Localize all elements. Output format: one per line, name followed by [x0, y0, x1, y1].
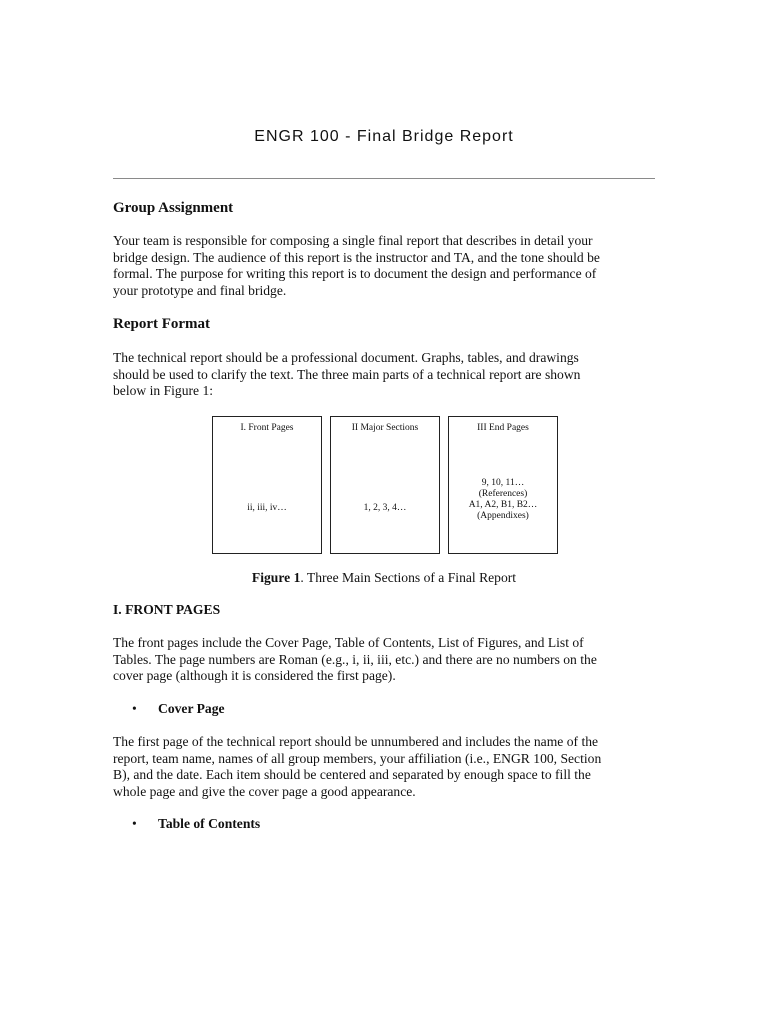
toc-bullet-item — [132, 816, 260, 832]
figure-box-content — [213, 503, 321, 514]
figure-box-line: A1, A2, B1, B2… — [468, 500, 538, 510]
document-title: ENGR 100 - Final Bridge Report — [254, 128, 514, 145]
report-format-paragraph — [113, 350, 658, 400]
paragraph-line: Tables. The page numbers are Roman (e.g., i, ii, iii, etc.) and there are no numbers on the — [113, 651, 597, 667]
paragraph-line: your prototype and final bridge. — [113, 282, 287, 298]
paragraph-line: whole page and give the cover page a good appearance. — [113, 783, 416, 799]
figure-caption — [0, 570, 768, 586]
figure-box-end-pages — [448, 416, 558, 554]
paragraph-line: B), and the date. Each item should be centered and separated by enough space to fill the — [113, 767, 591, 783]
figure-box-line: 1, 2, 3, 4… — [363, 503, 407, 513]
cover-page-heading: Cover Page — [158, 701, 225, 716]
front-pages-heading: I. FRONT PAGES — [113, 602, 221, 617]
paragraph-line: Your team is responsible for composing a single final report that describes in detail your — [113, 233, 593, 248]
figure-box-content — [449, 478, 557, 522]
title-divider — [113, 178, 655, 179]
cover-page-bullet-item — [132, 701, 225, 717]
report-format-heading: Report Format — [113, 316, 211, 332]
group-assignment-paragraph — [113, 233, 658, 299]
bullet-marker: • — [132, 701, 137, 716]
group-assignment-heading: Group Assignment — [113, 200, 234, 216]
paragraph-line: The technical report should be a professional document. Graphs, tables, and drawings — [113, 350, 579, 365]
paragraph-line: The first page of the technical report should be unnumbered and includes the name of the — [113, 734, 599, 749]
toc-heading: Table of Contents — [158, 816, 261, 831]
paragraph-line: should be used to clarify the text. The three main parts of a technical report are shown — [113, 366, 581, 382]
paragraph-line: formal. The purpose for writing this report is to document the design and performance of — [113, 266, 597, 282]
paragraph-line: bridge design. The audience of this report is the instructor and TA, and the tone should be — [113, 249, 600, 265]
paragraph-line: report, team name, names of all group members, your affiliation (i.e., ENGR 100, Section — [113, 750, 602, 766]
bullet-marker: • — [132, 816, 137, 831]
figure-box-line: (References) — [478, 489, 528, 499]
paragraph-line: cover page (although it is considered the first page). — [113, 668, 396, 684]
cover-page-paragraph — [113, 734, 658, 800]
figure-box-line: (Appendixes) — [477, 511, 529, 521]
front-pages-paragraph — [113, 635, 658, 685]
figure-box-line: 9, 10, 11… — [481, 478, 525, 488]
paragraph-line: below in Figure 1: — [113, 383, 214, 399]
figure-box-title: III End Pages — [477, 423, 529, 433]
figure-caption-text: . Three Main Sections of a Final Report — [300, 570, 517, 585]
paragraph-line: The front pages include the Cover Page, Table of Contents, List of Figures, and List of — [113, 635, 584, 650]
figure-box-title: I. Front Pages — [240, 423, 294, 433]
figure-box-major-sections — [330, 416, 440, 554]
figure-box-line: ii, iii, iv… — [247, 503, 287, 513]
figure-caption-label: Figure 1 — [251, 570, 301, 585]
figure-box-front-pages — [212, 416, 322, 554]
figure-box-title: II Major Sections — [351, 423, 419, 433]
figure-box-content — [331, 503, 439, 514]
